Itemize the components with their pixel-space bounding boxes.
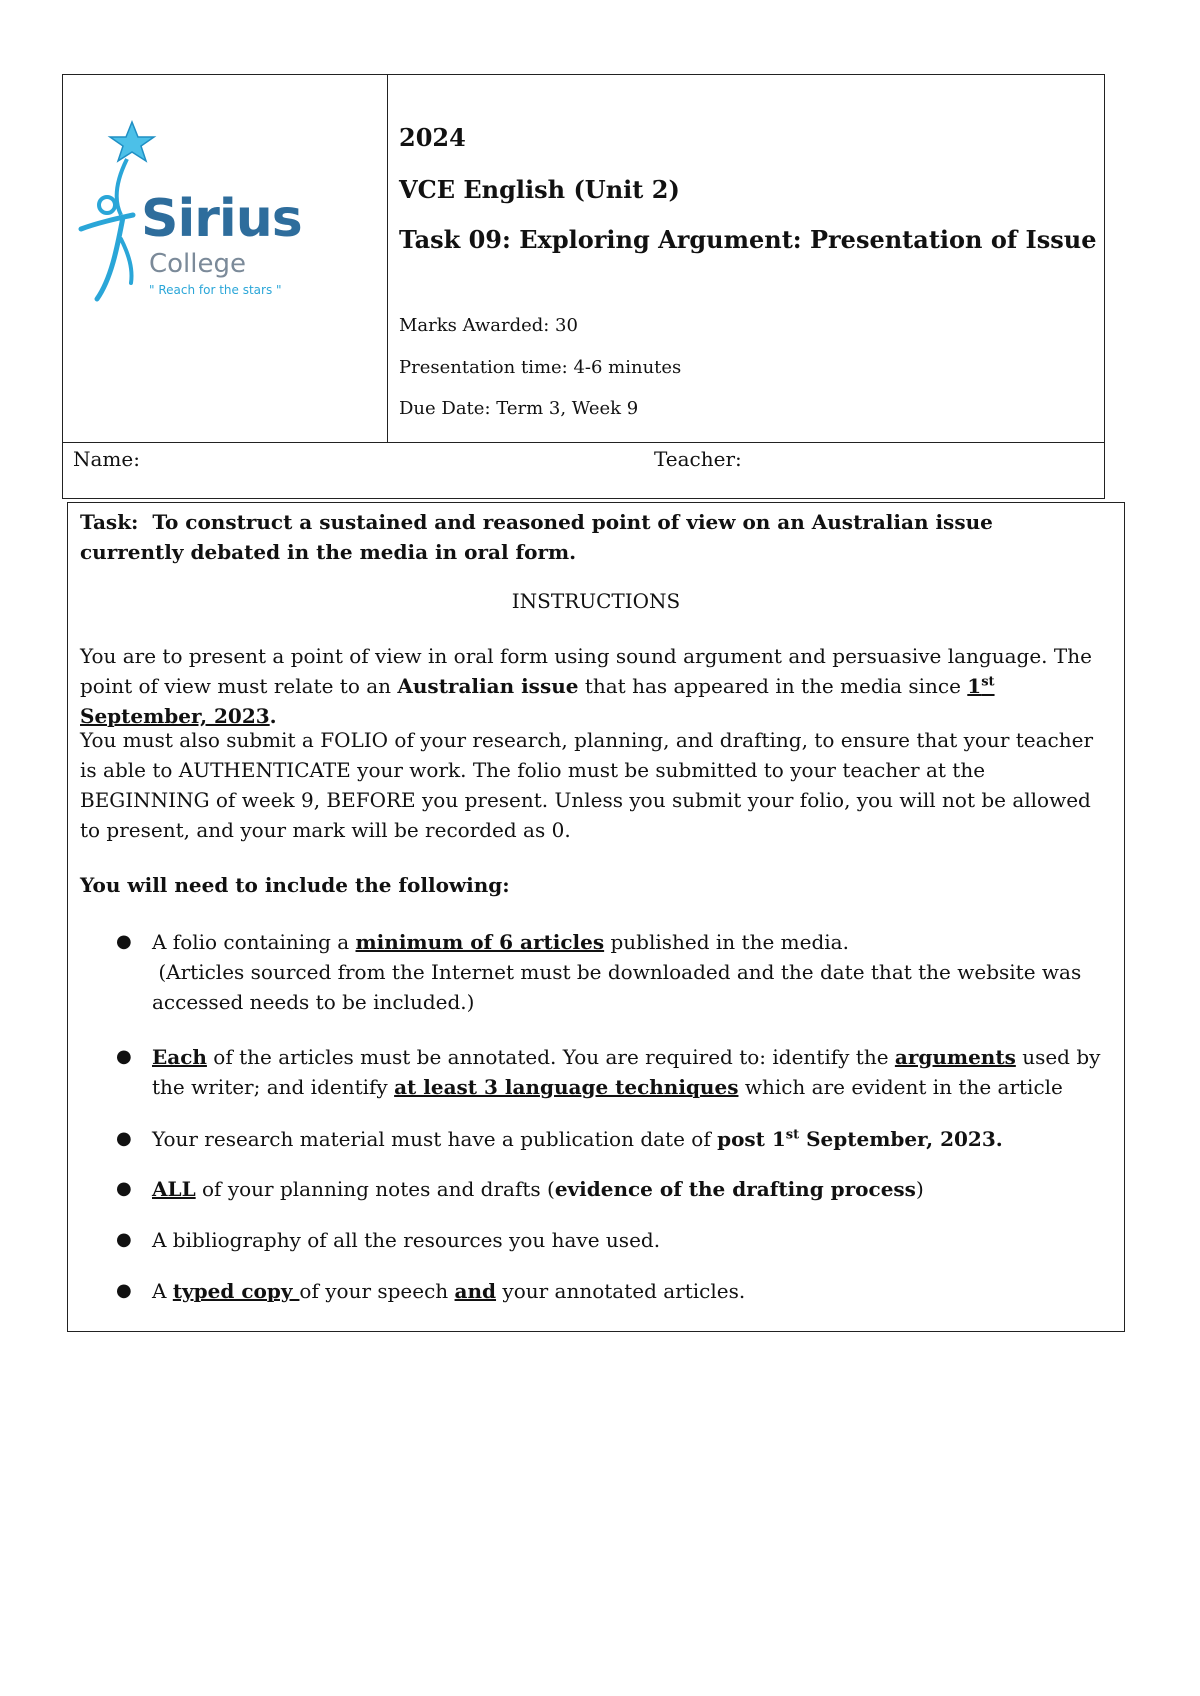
b3-text-a: Your research material must have a publication date of xyxy=(152,1127,718,1151)
b6-typed-copy: typed copy xyxy=(172,1279,300,1303)
b1-text-a: A folio containing a xyxy=(152,930,356,954)
logo-cell xyxy=(63,75,388,442)
b2-arguments: arguments xyxy=(894,1045,1016,1069)
info-cell xyxy=(389,75,1104,442)
list-item-body: A bibliography of all the resources you have used. xyxy=(152,1228,661,1252)
b2-text-b: used by the writer; and identify xyxy=(152,1045,1101,1099)
b2-techniques: at least 3 language techniques xyxy=(394,1075,739,1099)
list-item-body xyxy=(152,1276,1102,1306)
b4-text-a: of your planning notes and drafts ( xyxy=(195,1177,555,1201)
p1-text-b: that has appeared in the media since xyxy=(578,674,968,698)
task-title: Task 09: Exploring Argument: Presentation of Issue xyxy=(399,225,1097,254)
b3-bold-2: September, 2023. xyxy=(799,1127,1003,1151)
school-logo xyxy=(77,119,317,309)
b2-text-c: which are evident in the article xyxy=(738,1075,1063,1099)
paragraph-1 xyxy=(80,641,1110,731)
b4-bold: evidence of the drafting process xyxy=(554,1177,916,1201)
list-item-body xyxy=(152,1174,1102,1204)
b6-text-c: your annotated articles. xyxy=(496,1279,746,1303)
list-item xyxy=(116,927,1096,1019)
year-heading: 2024 xyxy=(399,123,466,152)
list-item-body xyxy=(152,927,1102,1017)
list-item-body xyxy=(152,1042,1102,1102)
list-item-body xyxy=(152,1124,1102,1154)
p1-date-rest: September, 2023 xyxy=(80,704,270,728)
need-heading: You will need to include the following: xyxy=(80,873,510,897)
p1-date-num: 1 xyxy=(967,674,982,698)
due-date: Due Date: Term 3, Week 9 xyxy=(399,398,639,419)
b1-note: (Articles sourced from the Internet must be downloaded and the date that the website was accessed needs to be included.) xyxy=(152,960,1082,1014)
instructions-box xyxy=(67,502,1125,1332)
b4-text-b: ) xyxy=(915,1177,924,1201)
logo-tagline: " Reach for the stars " xyxy=(149,283,282,297)
b1-underlined: minimum of 6 articles xyxy=(355,930,605,954)
b6-and: and xyxy=(454,1279,497,1303)
task-text: To construct a sustained and reasoned point of view on an Australian issue currently debated in the media in oral form. xyxy=(80,510,993,564)
b4-all: ALL xyxy=(152,1177,196,1201)
b3-sup: st xyxy=(785,1127,800,1143)
task-statement xyxy=(80,507,1100,567)
course-heading: VCE English (Unit 2) xyxy=(399,175,680,204)
p1-end: . xyxy=(269,704,277,728)
logo-sub: College xyxy=(149,249,247,279)
presentation-time: Presentation time: 4-6 minutes xyxy=(399,357,682,378)
b2-each: Each xyxy=(152,1045,207,1069)
bullet-icon: ● xyxy=(116,1280,132,1301)
paragraph-2: You must also submit a FOLIO of your research, planning, and drafting, to ensure that your teacher is able to AUTHENTICATE your work. The folio must be submitted to your teacher at the BEGINNING of week 9, BEFORE you present. Unless you submit your folio, you will not be allowed to present, and your mark will be recorded as 0. xyxy=(80,728,1094,842)
name-label: Name: xyxy=(73,447,140,471)
task-label: Task: xyxy=(80,510,139,534)
marks-awarded: Marks Awarded: 30 xyxy=(399,315,578,336)
b3-bold-1: post 1 xyxy=(717,1127,786,1151)
bullet-icon: ● xyxy=(116,1128,132,1149)
p1-bold: Australian issue xyxy=(397,674,579,698)
instructions-heading: INSTRUCTIONS xyxy=(511,589,681,613)
list-item xyxy=(116,1042,1101,1104)
header-table xyxy=(62,74,1105,499)
bullet-icon: ● xyxy=(116,1178,132,1199)
teacher-label: Teacher: xyxy=(654,447,742,471)
b1-text-b: published in the media. xyxy=(604,930,849,954)
row-divider xyxy=(63,442,1104,443)
p1-date-sup: st xyxy=(981,674,995,690)
b6-text-b: of your speech xyxy=(299,1279,455,1303)
bullet-icon: ● xyxy=(116,931,132,952)
b2-text-a: of the articles must be annotated. You are required to: identify the xyxy=(206,1045,895,1069)
bullet-icon: ● xyxy=(116,1229,132,1250)
b6-text-a: A xyxy=(152,1279,173,1303)
logo-brand: Sirius xyxy=(141,189,302,249)
bullet-icon: ● xyxy=(116,1046,132,1067)
p1-text-a: You are to present a point of view in oral form using sound argument and persuasive language. The point of view must relate to an xyxy=(80,644,1092,698)
